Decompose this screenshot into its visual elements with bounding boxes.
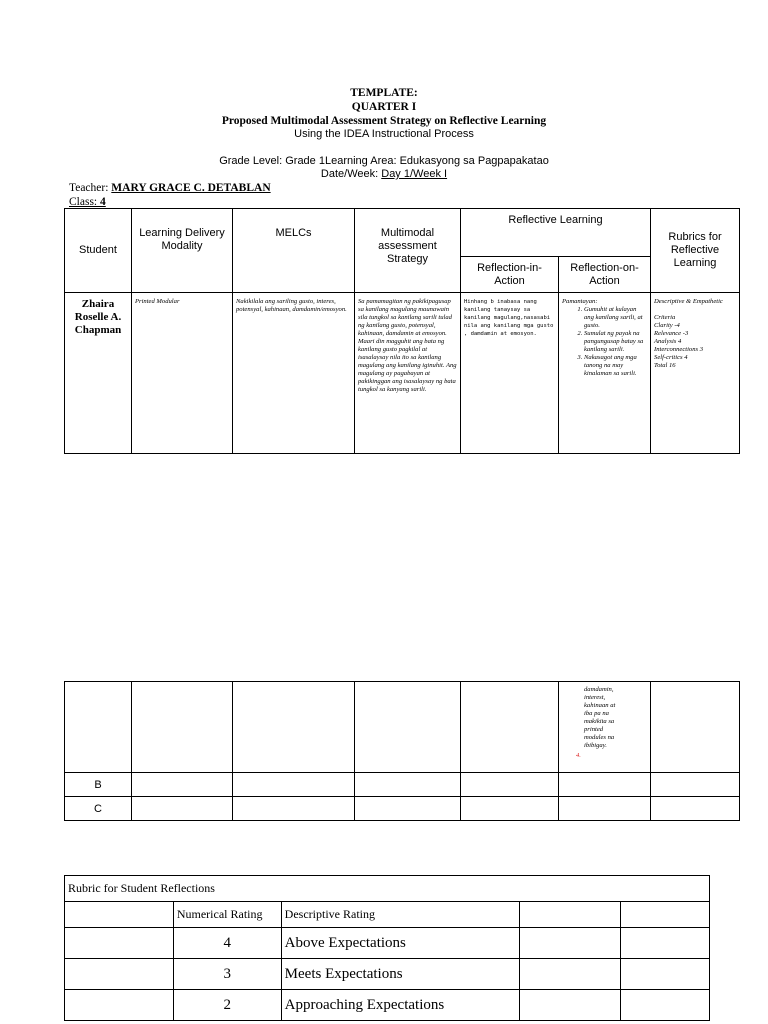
empty-cell <box>233 773 355 797</box>
row-label-b: B <box>65 773 132 797</box>
student-name: Zhaira Roselle A. Chapman <box>65 293 132 454</box>
teacher-name: MARY GRACE C. DETABLAN <box>111 182 271 194</box>
template-heading: TEMPLATE: <box>350 87 418 99</box>
strategy-value: Sa pamamagitan ng pakikipagusap sa kanilang magulang maunawain sila tungkol sa kanilang sarili tulad ng kanilang gusto, potensyal, kahinaan, damdamin at emosyon. Maari din magguhit ang bata ng kanilang gusto pagkilal at isasalaysay nila ito sa kanilang magulang ang kanilang iginuhit. Ang magulang ay pagabayan at pakikinggan ang isasalaysay ng bata tungkol sa kanyang sarili. <box>355 293 461 454</box>
rubric-desc: Above Expectations <box>281 928 519 959</box>
rubric-line: Total 16 <box>654 362 676 369</box>
cont-cell <box>651 682 740 773</box>
cont-cell <box>132 682 233 773</box>
header-strategy: Multimodal assessment Strategy <box>355 209 461 293</box>
cont-line: ibibigay. <box>584 742 607 749</box>
empty-cell <box>519 959 621 990</box>
rubric-col-descriptive: Descriptive Rating <box>281 902 519 928</box>
rubric-line: Analysis 4 <box>654 338 682 345</box>
cont-on-action-cell <box>559 682 651 773</box>
empty-cell <box>651 773 740 797</box>
rubric-col-numerical: Numerical Rating <box>173 902 281 928</box>
rubric-line <box>654 306 736 314</box>
empty-cell <box>519 928 621 959</box>
header-student: Student <box>65 209 132 293</box>
rubric-num: 3 <box>173 959 281 990</box>
cont-line: interest, <box>584 694 606 701</box>
header-rubrics: Rubrics for Reflective Learning <box>651 209 740 293</box>
empty-cell <box>355 797 461 821</box>
teacher-label: Teacher: <box>69 182 112 194</box>
rubric-num: 2 <box>173 990 281 1021</box>
empty-cell <box>65 928 174 959</box>
empty-cell <box>132 773 233 797</box>
empty-cell <box>233 797 355 821</box>
on-action-item: 2. Sumulat ng payak na pangungusap batay sa kanilang sarili. <box>584 330 647 354</box>
cont-cell <box>65 682 132 773</box>
on-action-list <box>562 306 647 378</box>
empty-cell <box>65 902 174 928</box>
header-reflection-in-action: Reflection-in-Action <box>461 257 559 293</box>
empty-cell <box>132 797 233 821</box>
cont-cell <box>461 682 559 773</box>
header-melcs: MELCs <box>233 209 355 293</box>
rubric-line: Criteria <box>654 314 676 321</box>
document-title: Proposed Multimodal Assessment Strategy on Reflective Learning <box>221 115 547 127</box>
continuation-table <box>64 681 740 821</box>
rubric-line: Relevance -3 <box>654 330 689 337</box>
grade-level-line: Grade Level: Grade 1Learning Area: Edukasyong sa Pagpapakatao <box>219 155 549 167</box>
empty-cell <box>461 773 559 797</box>
cont-cell <box>233 682 355 773</box>
empty-cell <box>621 902 710 928</box>
header-modality: Learning Delivery Modality <box>132 209 233 293</box>
header-reflective-learning: Reflective Learning <box>461 209 651 257</box>
melcs-value: Nakikilala ang sariling gusto, interes, potensyal, kahinaan, damdamin/emosyon. <box>233 293 355 454</box>
on-action-item: 3. Nakasagot ang mga tanong na may kinalaman sa sarili. <box>584 354 647 378</box>
quarter-heading: QUARTER I <box>351 101 417 113</box>
rubric-table <box>64 875 710 1021</box>
rubric-desc: Meets Expectations <box>281 959 519 990</box>
teacher-line <box>69 181 271 195</box>
assessment-table <box>64 208 740 454</box>
rubric-line: Clarity -4 <box>654 322 680 329</box>
list-number: 4. <box>576 752 581 759</box>
empty-cell <box>651 797 740 821</box>
on-action-item: 1. Gumuhit at kulayan ang kanilang sarili, at gusto. <box>584 306 647 330</box>
empty-cell <box>355 773 461 797</box>
rubric-title: Rubric for Student Reflections <box>65 876 710 902</box>
header-reflection-on-action: Reflection-on-Action <box>559 257 651 293</box>
empty-cell <box>559 773 651 797</box>
class-line <box>69 195 106 209</box>
date-week-line <box>0 167 768 181</box>
cont-line: makikita sa <box>584 718 615 725</box>
rubric-num: 4 <box>173 928 281 959</box>
modality-value: Printed Modular <box>132 293 233 454</box>
cont-line: iba pa na <box>584 710 609 717</box>
rubric-desc: Approaching Expectations <box>281 990 519 1021</box>
empty-cell <box>621 990 710 1021</box>
cont-cell <box>355 682 461 773</box>
in-action-value: Hinhang b inabasa nang kanilang tanaysay sa kanilang magulang,nasasabi nila ang kanilang mga gusto , damdamin at emosyon. <box>461 293 559 454</box>
rubric-line: Interconnections 3 <box>654 346 704 353</box>
date-value: Day 1/Week I <box>381 168 448 180</box>
rubric-line: Descriptive & Empathetic <box>654 298 723 305</box>
cont-line: damdamin, <box>584 686 614 693</box>
cont-line: modules na <box>584 734 615 741</box>
rubrics-cell <box>651 293 740 454</box>
empty-cell <box>621 928 710 959</box>
rubric-line: Self-critics 4 <box>654 354 688 361</box>
empty-cell <box>519 990 621 1021</box>
empty-cell <box>65 959 174 990</box>
empty-cell <box>461 797 559 821</box>
on-action-cell <box>559 293 651 454</box>
empty-cell <box>621 959 710 990</box>
row-label-c: C <box>65 797 132 821</box>
empty-cell <box>559 797 651 821</box>
class-value: 4 <box>100 196 106 208</box>
empty-cell <box>519 902 621 928</box>
cont-line: printed <box>584 726 604 733</box>
document-subtitle: Using the IDEA Instructional Process <box>294 128 474 140</box>
empty-cell <box>65 990 174 1021</box>
on-action-intro: Pamantayan: <box>562 298 598 305</box>
class-label: Class: <box>69 196 100 208</box>
cont-line: kahinaan at <box>584 702 616 709</box>
date-label: Date/Week: <box>320 168 382 180</box>
